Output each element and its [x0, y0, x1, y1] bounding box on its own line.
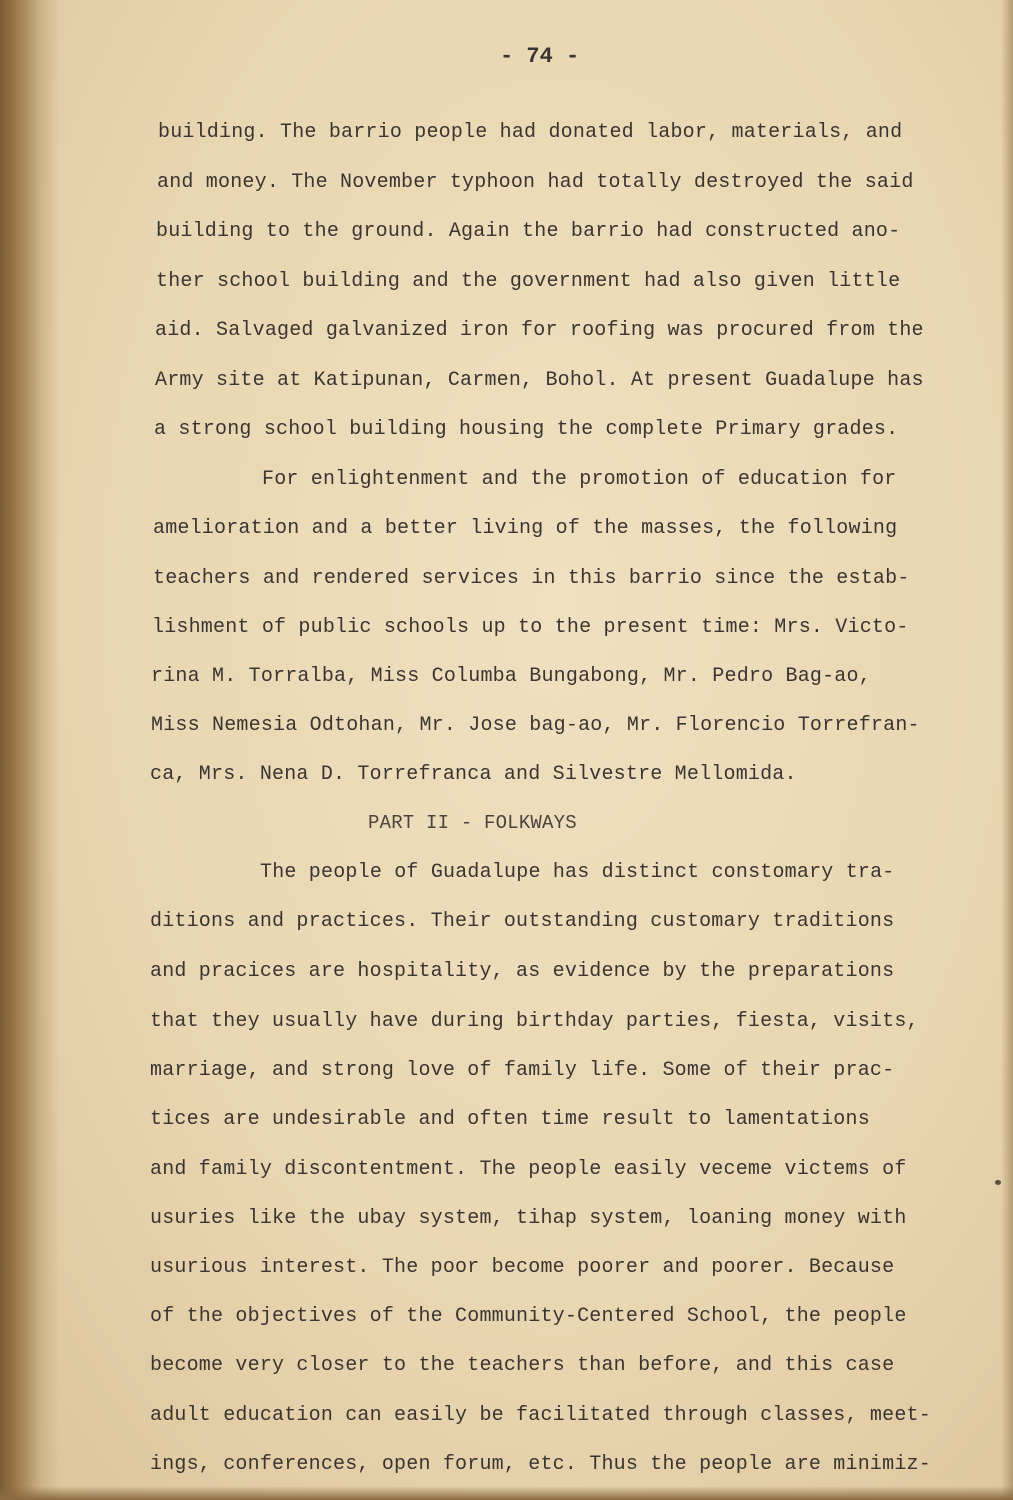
- page-right-edge: [1001, 0, 1013, 1500]
- paragraph-1-line-2: and money. The November typhoon had totally destroyed the said: [157, 171, 914, 194]
- ink-dot: [995, 1180, 1001, 1185]
- paragraph-2-line-7: ca, Mrs. Nena D. Torrefranca and Silvestre Mellomida.: [150, 763, 797, 786]
- page-bottom-edge: [0, 1486, 1013, 1500]
- paragraph-1-line-5: aid. Salvaged galvanized iron for roofing was procured from the: [155, 319, 924, 342]
- page-number: - 74 -: [500, 44, 580, 69]
- paragraph-1-line-4: ther school building and the government had also given little: [156, 270, 901, 293]
- paragraph-1-line-7: a strong school building housing the complete Primary grades.: [154, 418, 899, 441]
- paragraph-2-line-4: lishment of public schools up to the present time: Mrs. Victo-: [152, 616, 909, 639]
- paragraph-1-line-3: building to the ground. Again the barrio had constructed ano-: [156, 220, 901, 243]
- paragraph-3-line-3: and pracices are hospitality, as evidence by the preparations: [150, 960, 895, 983]
- paragraph-3-line-4: that they usually have during birthday parties, fiesta, visits,: [150, 1010, 919, 1033]
- paragraph-3-line-2: ditions and practices. Their outstanding customary traditions: [150, 910, 895, 933]
- paragraph-2-line-5: rina M. Torralba, Miss Columba Bungabong, Mr. Pedro Bag-ao,: [151, 665, 871, 688]
- paragraph-1-line-6: Army site at Katipunan, Carmen, Bohol. At present Guadalupe has: [155, 369, 924, 392]
- paragraph-3-line-10: of the objectives of the Community-Centered School, the people: [150, 1305, 907, 1328]
- paragraph-3-line-11: become very closer to the teachers than before, and this case: [150, 1354, 895, 1377]
- paragraph-3-line-5: marriage, and strong love of family life. Some of their prac-: [150, 1059, 895, 1082]
- paragraph-3-line-8: usuries like the ubay system, tihap system, loaning money with: [150, 1207, 907, 1230]
- section-heading: PART II - FOLKWAYS: [368, 812, 577, 834]
- paragraph-2-line-6: Miss Nemesia Odtohan, Mr. Jose bag-ao, Mr. Florencio Torrefran-: [151, 714, 920, 737]
- paragraph-1-line-1: building. The barrio people had donated labor, materials, and: [158, 121, 903, 144]
- paragraph-2-line-3: teachers and rendered services in this barrio since the estab-: [153, 567, 910, 590]
- paragraph-2-line-1: For enlightenment and the promotion of education for: [262, 468, 897, 491]
- paragraph-3-line-13: ings, conferences, open forum, etc. Thus the people are minimiz-: [150, 1453, 931, 1476]
- paragraph-3-line-7: and family discontentment. The people easily veceme victems of: [150, 1158, 907, 1181]
- paragraph-2-line-2: amelioration and a better living of the masses, the following: [153, 517, 898, 540]
- paragraph-3-line-6: tices are undesirable and often time result to lamentations: [150, 1108, 870, 1131]
- paragraph-3-line-1: The people of Guadalupe has distinct constomary tra-: [260, 861, 895, 884]
- paragraph-3-line-12: adult education can easily be facilitated through classes, meet-: [150, 1404, 931, 1427]
- book-spine-shadow: [0, 0, 60, 1500]
- paragraph-3-line-9: usurious interest. The poor become poorer and poorer. Because: [150, 1256, 895, 1279]
